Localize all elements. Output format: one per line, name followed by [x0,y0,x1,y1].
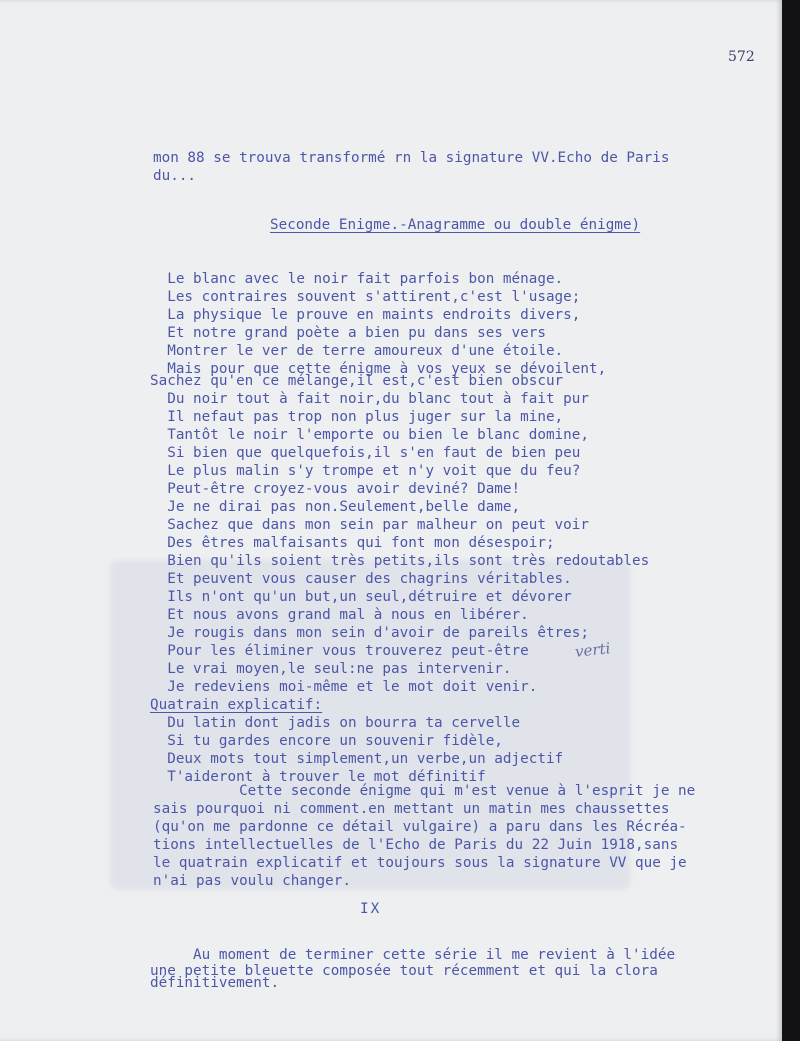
verse-line: Je redeviens moi-même et le mot doit venir. [150,679,538,695]
verse-line: Et notre grand poète a bien pu dans ses vers [150,325,546,341]
quatrain-heading: Quatrain explicatif: [150,697,323,713]
verse-line: Le plus malin s'y trompe et n'y voit que du feu? [150,463,581,479]
verse-line: Du noir tout à fait noir,du blanc tout à fait pur [150,391,589,407]
paragraph-line: n'ai pas voulu changer. [153,873,351,889]
text-line: mon 88 se trouva transformé rn la signature VV.Echo de Paris [153,150,670,166]
verse-line: Des êtres malfaisants qui font mon désespoir; [150,535,555,551]
paragraph-line: définitivement. [150,975,280,991]
paragraph-line: sais pourquoi ni comment.en mettant un matin mes chaussettes [153,801,670,817]
verse-line: Si bien que quelquefois,il s'en faut de bien peu [150,445,581,461]
verse-line: Bien qu'ils soient très petits,ils sont très redoutables [150,553,650,569]
quatrain-line: Du latin dont jadis on bourra ta cervelle [150,715,521,731]
verse-line: Ils n'ont qu'un but,un seul,détruire et dévorer [150,589,572,605]
verse-line: Tantôt le noir l'emporte ou bien le blanc domine, [150,427,589,443]
verse-line: La physique le prouve en maints endroits divers, [150,307,581,323]
quatrain-line: Deux mots tout simplement,un verbe,un adjectif [150,751,564,767]
quatrain-line: T'aideront à trouver le mot définitif [150,769,486,785]
text-line: du... [153,168,197,184]
paragraph-line: le quatrain explicatif et toujours sous la signature VV que je [153,855,687,871]
verse-line: Je rougis dans mon sein d'avoir de pareils êtres; [150,625,589,641]
verse-line: Mais pour que cette énigme à vos yeux se dévoilent, [150,361,607,377]
paragraph-line: tions intellectuelles de l'Echo de Paris du 22 Juin 1918,sans [153,837,679,853]
verse-line: Il nefaut pas trop non plus juger sur la mine, [150,409,564,425]
verse-line: Et nous avons grand mal à nous en libérer. [150,607,529,623]
verse-line: Sachez que dans mon sein par malheur on peut voir [150,517,589,533]
section-title: Seconde Enigme.-Anagramme ou double énigme) [270,217,641,233]
scan-border [782,0,800,1041]
verse-line: Peut-être croyez-vous avoir deviné? Dame! [150,481,521,497]
verse-line: Sachez qu'en ce mélange,il est,c'est bien obscur [150,373,564,389]
paragraph-line: Au moment de terminer cette série il me revient à l'idée [150,947,676,963]
verse-line: Et peuvent vous causer des chagrins véritables. [150,571,572,587]
verse-line: Pour les éliminer vous trouverez peut-être [150,643,529,659]
section-number: IX [360,901,382,917]
page-number: 572 [728,49,755,65]
verse-line: Montrer le ver de terre amoureux d'une étoile. [150,343,564,359]
verse-line: Je ne dirai pas non.Seulement,belle dame, [150,499,521,515]
verse-line: Le vrai moyen,le seul:ne pas intervenir. [150,661,512,677]
handwritten-annotation: verti [574,639,612,661]
paragraph-line: (qu'on me pardonne ce détail vulgaire) a paru dans les Récréa- [153,819,687,835]
quatrain-line: Si tu gardes encore un souvenir fidèle, [150,733,503,749]
paragraph-line: une petite bleuette composée tout récemment et qui la clora [150,963,658,979]
verse-line: Les contraires souvent s'attirent,c'est l'usage; [150,289,581,305]
paragraph-line: Cette seconde énigme qui m'est venue à l'esprit je ne [153,783,696,799]
verse-line: Le blanc avec le noir fait parfois bon ménage. [150,271,564,287]
